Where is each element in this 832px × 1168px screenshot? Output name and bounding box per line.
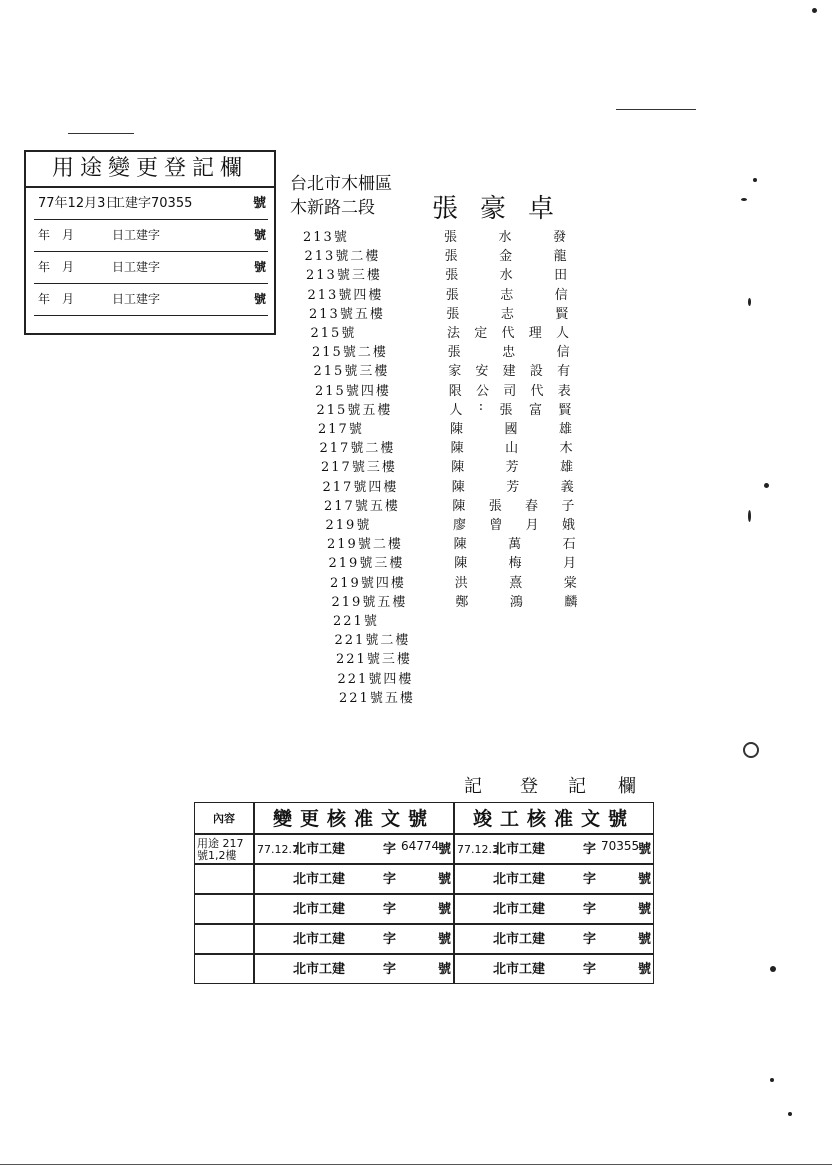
reg-cell-content	[194, 894, 254, 924]
owner-char: 家	[448, 364, 462, 380]
owner-char: 木	[559, 441, 573, 457]
owner-char: 陳	[453, 537, 467, 553]
stamp-row-word: 日工建字	[112, 292, 161, 306]
registration-title	[194, 772, 654, 802]
scan-bottom-edge	[0, 1164, 832, 1165]
owner-char: 芳	[505, 460, 519, 476]
reg-word: 字	[583, 902, 597, 917]
owner-char: 雄	[560, 460, 574, 476]
stamp-row-date: 年 月	[38, 260, 75, 274]
owner-char: 公	[476, 383, 490, 399]
owner-char: 司	[503, 383, 517, 399]
owner-item	[454, 552, 576, 571]
reg-hao: 號	[637, 962, 651, 977]
address-item: 213號四樓	[307, 287, 384, 303]
scan-speck	[743, 742, 759, 758]
owner-item	[446, 284, 568, 303]
registration-table	[194, 772, 654, 986]
address-item: 213號五樓	[309, 306, 385, 322]
owner-char: 水	[498, 230, 512, 245]
owner-char: 張	[445, 268, 459, 284]
address-item: 217號三樓	[321, 460, 397, 476]
reg-prefix: 北市工建	[293, 962, 346, 977]
stamp-row-word: 工建字70355	[112, 196, 193, 211]
owner-char: 田	[554, 268, 568, 284]
owner-char: 表	[557, 383, 571, 399]
address-item: 219號五樓	[331, 594, 408, 610]
owner-char: 陳	[451, 479, 465, 495]
stamp-row-date: 年 月	[38, 292, 75, 306]
scan-speck	[788, 1112, 792, 1116]
stamp-row	[34, 220, 268, 252]
owner-char: 志	[500, 287, 514, 303]
reg-word: 字	[383, 872, 397, 887]
reg-cell-content	[194, 834, 254, 864]
reg-hao: 號	[637, 872, 651, 887]
owner-item	[451, 437, 573, 456]
owner-char: 雄	[558, 422, 572, 437]
owner-char: 金	[499, 249, 513, 265]
owner-char: 忠	[502, 345, 516, 361]
owner-char: 水	[499, 268, 513, 284]
owner-char: 曾	[489, 518, 503, 533]
reg-prefix: 北市工建	[293, 932, 346, 947]
col-header-change: 變更核准文號	[254, 802, 454, 834]
owner-char: 賢	[558, 402, 572, 418]
reg-hao: 號	[437, 872, 451, 887]
address-item: 219號	[325, 518, 372, 533]
owner-char: :	[478, 398, 484, 414]
owner-char: 月	[525, 518, 539, 533]
owner-char: 麟	[564, 594, 578, 610]
owner-char: 張	[447, 345, 461, 361]
registration-title-char: 登	[520, 776, 538, 797]
owner-item	[444, 226, 566, 245]
registration-title-char: 欄	[618, 776, 636, 797]
col-header-content: 內容	[194, 802, 254, 834]
reg-cell-change	[254, 924, 454, 954]
scan-speck	[741, 198, 747, 201]
reg-word: 字	[583, 962, 597, 977]
reg-hao: 號	[437, 902, 451, 917]
scan-speck	[748, 298, 751, 306]
owner-item	[446, 303, 568, 322]
owner-char: 梅	[508, 556, 522, 572]
owner-item	[449, 399, 571, 418]
owner-char: 張	[445, 287, 459, 303]
owner-item	[445, 264, 567, 283]
owner-char: 信	[554, 287, 568, 303]
address-heading-line1: 台北市木柵區	[290, 174, 392, 194]
owner-char: 代	[530, 383, 544, 399]
reg-prefix: 北市工建	[493, 872, 546, 887]
reg-hao: 號	[637, 842, 651, 857]
scan-speck	[770, 1078, 774, 1082]
reg-cell-completion	[454, 894, 654, 924]
owner-char: 有	[557, 364, 571, 380]
reg-word: 字	[383, 962, 397, 977]
reg-word: 字	[383, 842, 397, 857]
address-item: 215號二樓	[312, 345, 388, 361]
reg-handwritten-date: 77.12.7	[257, 843, 299, 856]
owner-char: 陳	[451, 460, 465, 476]
owner-char: 張	[446, 306, 460, 322]
owner-char: 人	[449, 402, 463, 418]
reg-word: 字	[583, 872, 597, 887]
reg-hao: 號	[437, 962, 451, 977]
reg-handwritten-number: 70355	[601, 839, 640, 853]
owner-char: 人	[555, 326, 569, 341]
owner-char: 信	[556, 345, 570, 361]
reg-prefix: 北市工建	[293, 902, 346, 917]
reg-hao: 號	[437, 842, 451, 857]
owner-char: 建	[502, 364, 516, 380]
reg-prefix: 北市工建	[293, 872, 346, 887]
scan-speck	[764, 483, 769, 488]
owner-item	[448, 341, 570, 360]
address-item: 219號三樓	[328, 556, 405, 572]
address-item: 221號三樓	[336, 652, 412, 668]
reg-cell-change	[254, 894, 454, 924]
owner-item	[445, 245, 567, 264]
stamp-row	[34, 284, 268, 316]
owner-char: 張	[444, 230, 458, 245]
owner-char: 限	[448, 383, 462, 399]
owner-item	[447, 322, 569, 341]
owner-char: 代	[501, 326, 515, 341]
address-item: 221號二樓	[334, 633, 411, 649]
owner-char: 熹	[509, 575, 523, 591]
owner-char: 張	[499, 402, 513, 418]
scan-speck	[748, 510, 751, 522]
owner-char: 娥	[561, 518, 575, 533]
owner-char: 石	[562, 537, 576, 553]
address-item: 215號三樓	[313, 364, 390, 380]
stamp-row	[34, 188, 268, 220]
owner-char: 鴻	[509, 594, 523, 610]
address-item: 217號二樓	[319, 441, 396, 457]
owner-item	[448, 360, 570, 379]
scan-speck	[770, 966, 776, 972]
reg-cell-completion	[454, 834, 654, 864]
reg-cell-change	[254, 954, 454, 984]
address-item: 221號四樓	[337, 671, 414, 687]
address-item: 217號五樓	[324, 498, 400, 514]
address-item: 213號二樓	[304, 249, 381, 265]
owner-char: 張	[488, 498, 502, 514]
owner-item	[453, 514, 575, 533]
scan-speck	[812, 8, 817, 13]
owner-item	[451, 456, 573, 475]
owner-char: 陳	[450, 422, 464, 437]
address-item: 213號	[303, 230, 349, 245]
reg-cell-change	[254, 864, 454, 894]
reg-cell-content	[194, 864, 254, 894]
address-item: 215號	[310, 326, 357, 341]
address-item: 215號五樓	[316, 402, 393, 418]
owner-char: 萬	[508, 537, 522, 553]
owner-char: 義	[560, 479, 574, 495]
owner-char: 龍	[553, 249, 567, 265]
owner-char: 賢	[555, 306, 569, 322]
owner-char: 月	[563, 556, 577, 572]
owner-char: 定	[474, 326, 488, 341]
usage-change-stamp	[24, 150, 276, 335]
registration-title-char: 記	[568, 776, 586, 797]
reg-cell-change	[254, 834, 454, 864]
owner-char: 棠	[563, 575, 577, 591]
address-item: 219號二樓	[327, 537, 403, 553]
owner-char: 子	[561, 498, 575, 514]
owner-char: 陳	[454, 556, 468, 572]
reg-hao: 號	[637, 902, 651, 917]
col-header-completion: 竣工核准文號	[454, 802, 654, 834]
owner-char: 理	[528, 326, 542, 341]
stamp-row-date: 77年12月3日	[38, 196, 119, 211]
owner-item	[455, 591, 577, 610]
owner-char: 設	[529, 364, 543, 380]
address-item: 213號三樓	[306, 268, 382, 284]
stamp-row	[34, 252, 268, 284]
reg-prefix: 北市工建	[493, 902, 546, 917]
owner-char: 國	[504, 422, 518, 437]
owner-char: 洪	[454, 575, 468, 591]
stamp-row-word: 日工建字	[112, 228, 161, 242]
reg-word: 字	[583, 842, 597, 857]
owner-item	[454, 533, 576, 552]
address-heading-line2: 木新路二段	[290, 198, 375, 218]
stamp-title: 用途變更登記欄	[26, 152, 274, 188]
reg-cell-completion	[454, 954, 654, 984]
reg-word: 字	[583, 932, 597, 947]
owner-char: 安	[475, 364, 489, 380]
owner-heading: 張豪卓	[432, 194, 577, 224]
reg-word: 字	[383, 932, 397, 947]
owner-item	[455, 572, 577, 591]
reg-hao: 號	[637, 932, 651, 947]
owner-item	[452, 495, 574, 514]
owner-char: 富	[528, 402, 542, 418]
owner-char: 張	[444, 249, 458, 265]
address-item: 217號四樓	[322, 479, 399, 495]
owner-item	[450, 418, 572, 437]
address-item: 217號	[318, 422, 364, 437]
reg-prefix: 北市工建	[493, 932, 546, 947]
owner-char: 志	[500, 306, 514, 322]
stamp-row-word: 日工建字	[112, 260, 161, 274]
registration-title-char: 記	[464, 776, 482, 797]
reg-prefix: 北市工建	[493, 962, 546, 977]
reg-cell-completion	[454, 924, 654, 954]
reg-cell-completion	[454, 864, 654, 894]
owner-item	[449, 380, 571, 399]
address-item: 215號四樓	[315, 383, 391, 399]
address-heading	[290, 172, 410, 220]
reg-handwritten-date: 77.12.3	[457, 843, 499, 856]
reg-hao: 號	[437, 932, 451, 947]
reg-prefix: 北市工建	[493, 842, 546, 857]
address-item: 221號五樓	[339, 690, 415, 706]
address-item: 221號	[333, 614, 379, 629]
reg-handwritten-note: 用途 217號1,2樓	[197, 837, 244, 862]
stamp-row-hao: 號	[253, 260, 266, 274]
owner-char: 鄭	[455, 594, 469, 610]
reg-prefix: 北市工建	[293, 842, 346, 857]
reg-word: 字	[383, 902, 397, 917]
stamp-row-hao: 號	[253, 292, 266, 306]
reg-handwritten-number: 64774	[401, 839, 440, 853]
owner-char: 廖	[453, 518, 467, 533]
owner-char: 陳	[452, 498, 466, 514]
stamp-row-hao: 號	[252, 196, 266, 211]
owner-char: 法	[447, 326, 461, 341]
stamp-row-hao: 號	[253, 228, 266, 242]
reg-cell-content	[194, 954, 254, 984]
stamp-row-date: 年 月	[38, 228, 75, 242]
owner-char: 芳	[506, 479, 520, 495]
owner-char: 發	[552, 230, 566, 245]
owner-char: 山	[505, 441, 519, 457]
owner-char: 陳	[450, 441, 464, 457]
owner-item	[452, 476, 574, 495]
scan-mark-line	[68, 133, 134, 134]
address-item: 219號四樓	[330, 575, 406, 591]
scan-mark-line	[616, 109, 696, 110]
scan-speck	[753, 178, 757, 182]
owner-char: 春	[525, 498, 539, 514]
reg-cell-content	[194, 924, 254, 954]
